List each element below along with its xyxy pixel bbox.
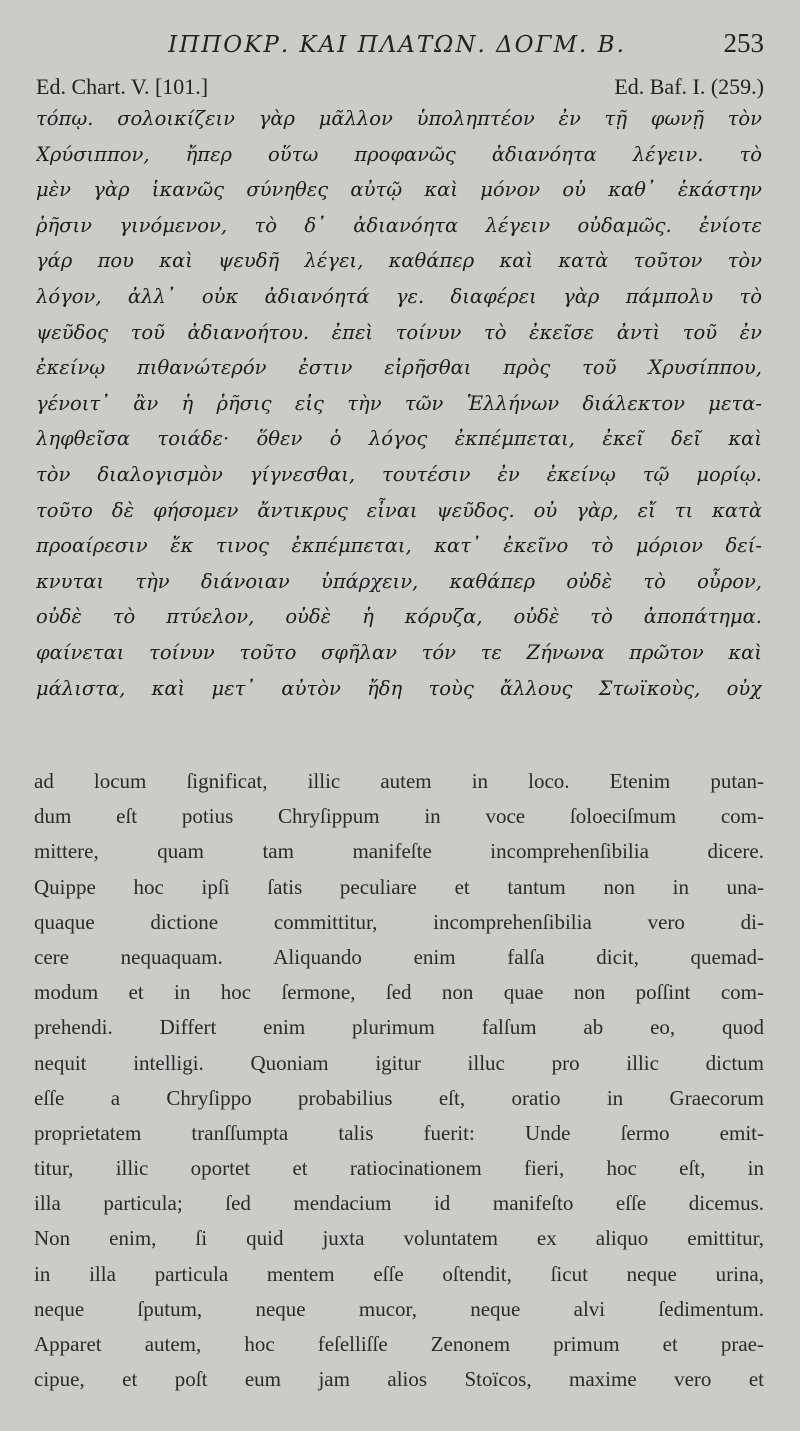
latin-line: dum eſt potius Chryſippum in voce ſoloeciſmum com- bbox=[34, 804, 764, 829]
edition-chart-ref: Ed. Chart. V. [101.] bbox=[36, 74, 209, 99]
greek-line: ψεῦδος τοῦ ἀδιανοήτου. ἐπεὶ τοίνυν τὸ ἐκεῖσε ἀντὶ τοῦ ἐν bbox=[36, 320, 762, 344]
latin-line: eſſe a Chryſippo probabilius eſt, oratio in Graecorum bbox=[34, 1085, 764, 1110]
edition-basel-ref: Ed. Baf. I. (259.) bbox=[614, 74, 764, 99]
latin-line: illa particula; ſed mendacium id manifeſto eſſe dicemus. bbox=[34, 1191, 764, 1216]
latin-line: cipue, et poſt eum jam alios Stoïcos, maxime vero et bbox=[34, 1367, 764, 1392]
greek-line: προαίρεσιν ἔκ τινος ἐκπέμπεται, κατ᾽ ἐκεῖνο τὸ μόριον δεί- bbox=[36, 534, 762, 558]
latin-line: proprietatem tranſſumpta talis fuerit: Unde ſermo emit- bbox=[34, 1120, 764, 1145]
latin-line: Non enim, ſi quid juxta voluntatem ex aliquo emittitur, bbox=[34, 1226, 764, 1251]
greek-line: γάρ που καὶ ψευδῆ λέγει, καθάπερ καὶ κατὰ τοῦτον τὸν bbox=[36, 249, 762, 273]
greek-line: λόγον, ἀλλ᾽ οὐκ ἀδιανόητά γε. διαφέρει γὰρ πάμπολυ τὸ bbox=[36, 284, 762, 308]
greek-line: ῥῆσιν γινόμενον, τὸ δ᾽ ἀδιανόητα λέγειν οὐδαμῶς. ἐνίοτε bbox=[36, 213, 762, 237]
latin-line: neque ſputum, neque mucor, neque alvi ſedimentum. bbox=[34, 1296, 764, 1321]
edition-references bbox=[36, 74, 764, 104]
greek-line: τὸν διαλογισμὸν γίγνεσθαι, τουτέσιν ἐν ἐκείνῳ τῷ μορίῳ. bbox=[36, 462, 762, 486]
latin-line: modum et in hoc ſermone, ſed non quae non poſſint com- bbox=[34, 980, 764, 1005]
latin-line: Apparet autem, hoc feſelliſſe Zenonem primum et prae- bbox=[34, 1332, 764, 1356]
greek-line: ληφθεῖσα τοιάδε· ὅθεν ὁ λόγος ἐκπέμπεται, ἐκεῖ δεῖ καὶ bbox=[36, 427, 762, 451]
greek-text-block bbox=[36, 101, 762, 706]
greek-line: φαίνεται τοίνυν τοῦτο σφῆλαν τόν τε Ζήνωνα πρῶτον καὶ bbox=[36, 640, 762, 664]
greek-line: οὐδὲ τὸ πτύελον, οὐδὲ ἡ κόρυζα, οὐδὲ τὸ ἀποπάτημα. bbox=[36, 605, 762, 629]
greek-line: κνυται τὴν διάνοιαν ὑπάρχειν, καθάπερ οὐδὲ τὸ οὖρον, bbox=[36, 569, 762, 593]
greek-line: μάλιστα, καὶ μετ᾽ αὐτὸν ἤδη τοὺς ἄλλους Στωϊκοὺς, οὐχ bbox=[36, 676, 762, 700]
latin-line: cere nequaquam. Aliquando enim falſa dicit, quemad- bbox=[34, 944, 764, 969]
latin-line: prehendi. Differt enim plurimum falſum ab eo, quod bbox=[34, 1015, 764, 1040]
running-title: ΙΠΠΟΚΡ. ΚΑΙ ΠΛΑΤΩΝ. ΔΟΓΜ. Β. bbox=[168, 32, 626, 58]
running-head bbox=[30, 28, 764, 64]
latin-line: mittere, quam tam manifeſte incomprehenſibilia dicere. bbox=[34, 839, 764, 864]
page-number: 253 bbox=[723, 28, 764, 58]
latin-line: Quippe hoc ipſi ſatis peculiare et tantum non in una- bbox=[34, 874, 764, 899]
latin-line: titur, illic oportet et ratiocinationem fieri, hoc eſt, in bbox=[34, 1156, 764, 1181]
latin-line: nequit intelligi. Quoniam igitur illuc pro illic dictum bbox=[34, 1050, 764, 1075]
greek-line: Χρύσιππον, ἤπερ οὕτω προφανῶς ἀδιανόητα λέγειν. τὸ bbox=[36, 142, 762, 166]
greek-line: τόπῳ. σολοικίζειν γὰρ μᾶλλον ὑποληπτέον ἐν τῇ φωνῇ τὸν bbox=[36, 107, 762, 130]
latin-line: quaque dictione committitur, incomprehenſibilia vero di- bbox=[34, 909, 764, 934]
latin-text-block bbox=[34, 764, 764, 1397]
greek-line: μὲν γὰρ ἱκανῶς σύνηθες αὐτῷ καὶ μόνον οὐ καθ᾽ ἑκάστην bbox=[36, 178, 762, 202]
latin-line: ad locum ſignificat, illic autem in loco. Etenim putan- bbox=[34, 769, 764, 793]
greek-line: γένοιτ᾽ ἂν ἡ ῥῆσις εἰς τὴν τῶν Ἑλλήνων διάλεκτον μετα- bbox=[36, 391, 762, 415]
latin-line: in illa particula mentem eſſe oſtendit, ſicut neque urina, bbox=[34, 1261, 764, 1286]
greek-line: τοῦτο δὲ φήσομεν ἄντικρυς εἶναι ψεῦδος. οὐ γὰρ, εἴ τι κατὰ bbox=[36, 498, 762, 522]
greek-line: ἐκείνῳ πιθανώτερόν ἐστιν εἰρῆσθαι πρὸς τοῦ Χρυσίππου, bbox=[36, 356, 762, 380]
